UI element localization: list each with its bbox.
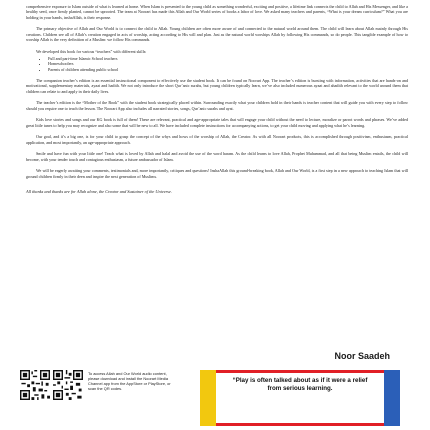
feedback-paragraph: We will be eagerly awaiting your comments, testimonials and, more importantly, critiques and questions! InshaAllah this ground-breaking book, Allah and Our World, is a first step in a new approach to teaching Islam that will ground children firmly in their deen and inspire the next generation of Muslims. — [26, 168, 408, 179]
thanks-line: All thanks and thanks are for Allah alone, the Creator and Sustainer of the Universe. — [26, 189, 172, 195]
quote-text: “Play is often talked about as if it were a relief from serious learning. — [232, 377, 368, 392]
mother-of-book-paragraph: The teacher’s edition is the “Mother of the Book” with the student book strategically placed within. Surrounding exactly what your children hold in their hands is teacher content that will guide you with every step to follow should you require one to teach the lesson. The Noorart App also includes all narrated stories, songs, Qur’anic surahs and ayat. — [26, 100, 408, 111]
quote-frame — [200, 370, 400, 426]
list-item: • Parents of children attending public school — [48, 67, 408, 72]
goal-paragraph: Our goal, and it’s a big one, is for your child to grasp the concept of the whys and hows of the worship of Allah, the Creator. As with all Noorart products, this is accomplished through positivism, enthusiasm, practical application, and most importantly, an age-appropriate approach. — [26, 134, 408, 145]
list-item: • Homeschoolers — [48, 61, 408, 66]
list-item: • Full and part-time Islamic School teachers — [48, 56, 408, 61]
audio-access-note: To access Allah and Our World audio content, please download and install the Noorart Media Channel app from the AppStore or PlayStore, or scan the QR codes. — [88, 371, 171, 391]
qr-code-playstore-icon[interactable] — [53, 370, 83, 400]
intro-paragraph: comprehensive exposure to Islam outside of what is learned at home. When Islam is presented to the young child as something wonderful, exciting and positive, a lifetime link connects the child to Allah and His Messenger, and like a healthy seed, once firmly planted, cannot be uprooted. The team at Noorart has made this Allah and Our World series of books a labor of love. We asked many teachers and parents, “What is your dream curriculum?” What you are holding in your hands, inshaAllah, is their response. — [26, 4, 408, 20]
teacher-edition-paragraph: The companion teacher’s edition is an essential instructional component to effectively use the student book. It can be found on Noorart App. The teacher’s edition is bursting with information, activities that are hands-on and motivational, supplementary materials, ayaat and hadith. We not only introduce the short Qur’anic surahs, but young children typically learn, we’ve also included numerous ayaat and ahadith relevant to the world around them that children can relate to and apply in their daily lives. — [26, 77, 408, 94]
objective-paragraph: The primary objective of Allah and Our World is to connect the child to Allah. Young children are often more aware of and connected to the natural world around them. The child will learn about Allah mainly through His creations. Children see all of Allah’s creation engaged in acts of worship, acting according to His will and plan. Just as the natural world worships Allah by following His commands, so do people. This tangible example of how to worship Allah is the very definition of a Muslim: we follow His commands. — [26, 26, 408, 43]
footer — [20, 366, 415, 430]
audience-list — [26, 56, 408, 72]
author-name: Noor Saadeh — [334, 351, 390, 361]
qr-code-appstore-icon[interactable] — [20, 370, 50, 400]
stories-songs-paragraph: Kids love stories and songs and our KG book is full of them! These are relevant, practical and age-appropriate tales that will engage your child without the need to lecture, moralize or parrot words and phrases. We’ve added great little tunes to help you may recognize and also some that will be new to all. We have included complete instructions for accompanying actions, to get your child moving and applying what he’s learning. — [26, 117, 408, 128]
audience-intro: We developed this book for various “teachers” with different skills: — [36, 48, 147, 54]
smile-paragraph: Smile and have fun with your little one! Teach what is loved by Allah and halal and avoid the use of the word haram. As the child learns to love Allah, Prophet Muhammad, and all that being Muslim entails, the child will become, with your tender touch and contagious enthusiasm, a future ambassador of Islam. — [26, 151, 408, 162]
